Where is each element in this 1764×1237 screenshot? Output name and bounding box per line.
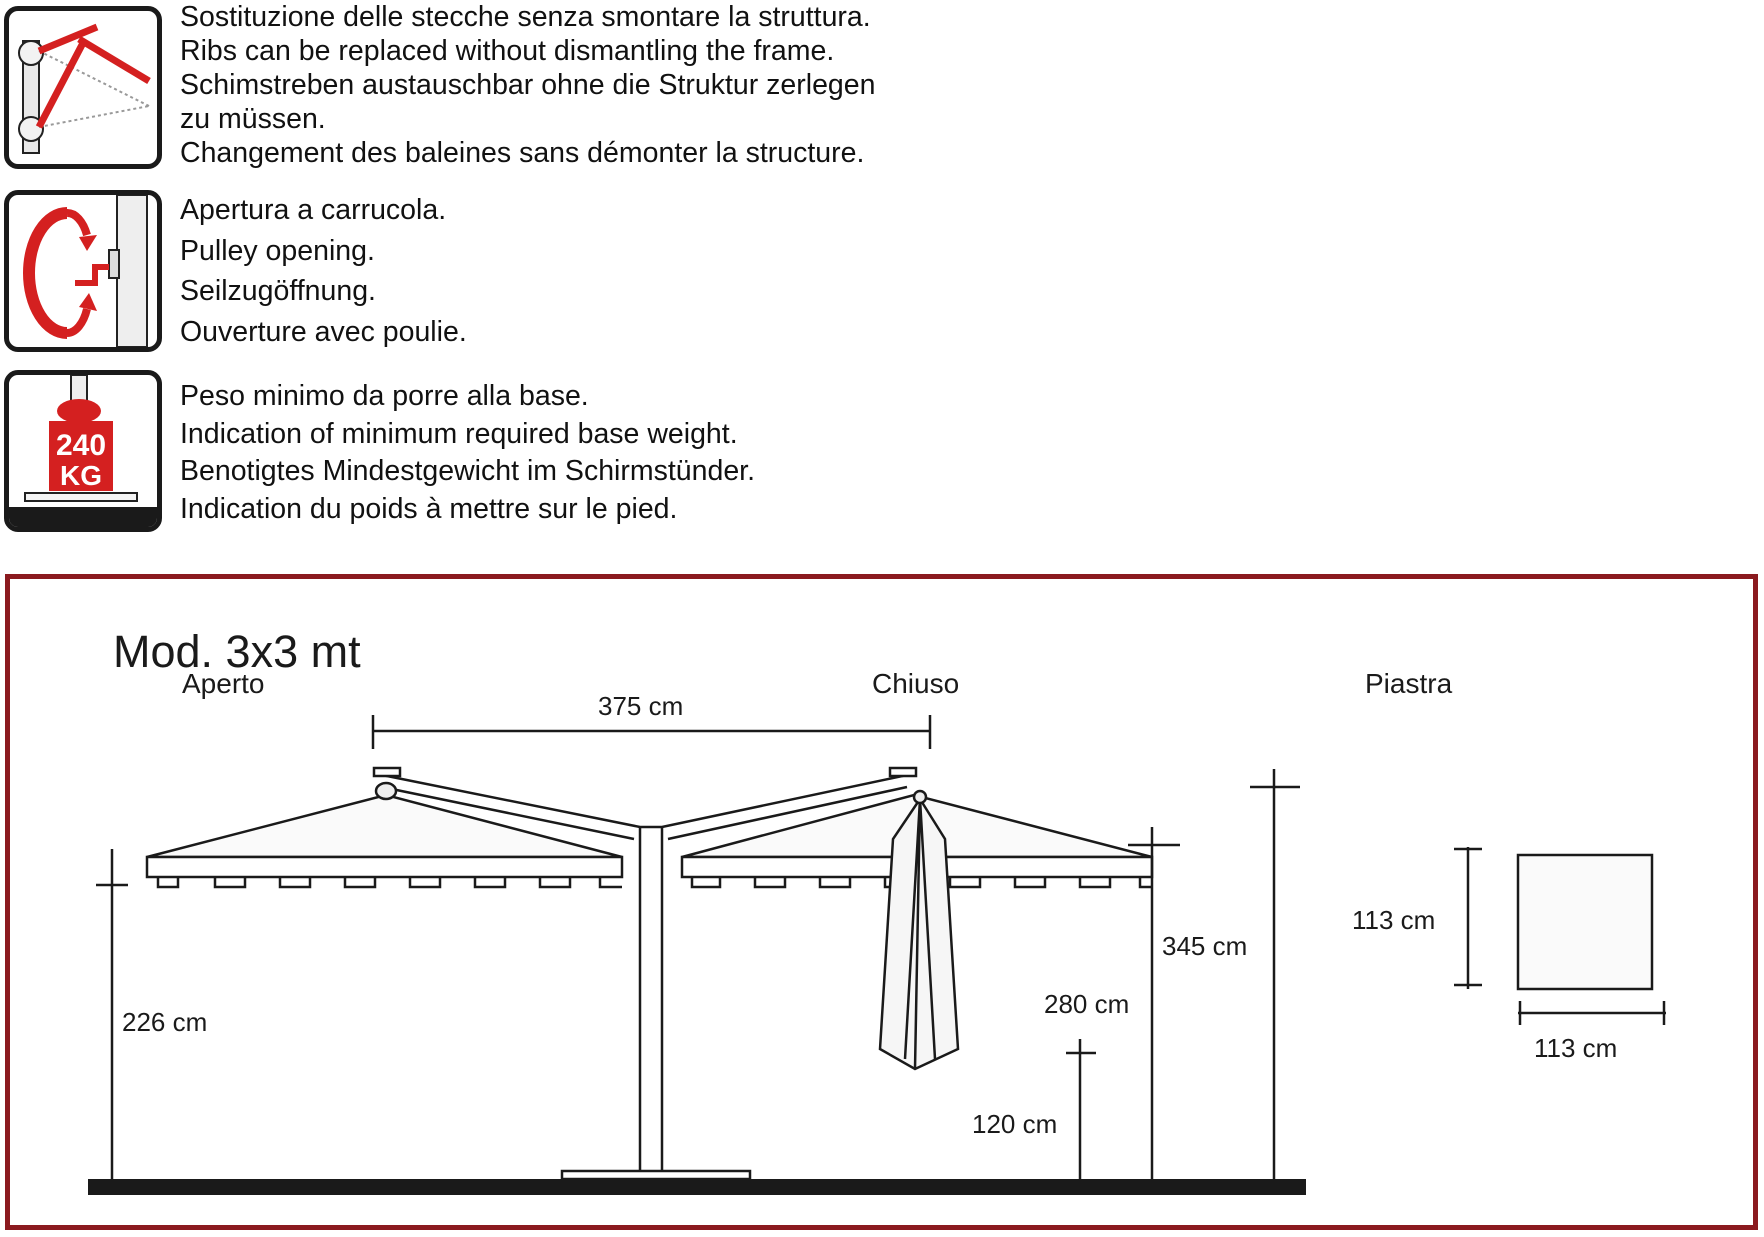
feature-weight-text <box>180 378 755 528</box>
feature-pulley-text <box>180 190 467 352</box>
weight-icon-unit: KG <box>60 460 102 491</box>
pulley-icon <box>4 190 162 352</box>
feature-line: Indication du poids à mettre sur le pied. <box>180 492 678 525</box>
feature-line: Ouverture avec poulie. <box>180 315 467 348</box>
diagram-title: Mod. 3x3 mt <box>113 626 361 677</box>
feature-line: Sostituzione delle stecche senza smontare la struttura. <box>180 1 871 33</box>
label-open: Aperto <box>182 668 265 699</box>
dimension-diagram <box>5 574 1758 1230</box>
weight-icon-number: 240 <box>55 429 107 462</box>
feature-rib-text <box>180 0 875 170</box>
feature-line: Peso minimo da porre alla base. <box>180 380 589 412</box>
left-canopy <box>147 795 622 857</box>
feature-line: Benotigtes Mindestgewicht im Schirmstünder. <box>180 455 756 487</box>
base-plate <box>562 1171 750 1179</box>
dim-base-label: 120 cm <box>972 1109 1058 1139</box>
weight-icon <box>4 370 162 532</box>
feature-line: Indication of minimum required base weight. <box>180 417 738 450</box>
ground-line <box>88 1179 1306 1195</box>
dim-width-label: 375 cm <box>598 691 684 721</box>
dim-open-height-label: 226 cm <box>122 1007 208 1037</box>
dim-total-height-label: 345 cm <box>1162 931 1248 961</box>
feature-line: Pulley opening. <box>180 234 375 267</box>
feature-line: Schimstreben austauschbar ohne die Struktur zerlegen <box>180 69 876 101</box>
feature-line: Seilzugöffnung. <box>180 275 376 307</box>
feature-line: zu müssen. <box>180 103 326 135</box>
feature-line: Changement des baleines sans démonter la structure. <box>180 137 865 169</box>
plate-width-label: 113 cm <box>1534 1033 1618 1063</box>
label-plate: Piastra <box>1365 668 1453 699</box>
plate-square <box>1518 855 1652 989</box>
rib-replacement-icon <box>4 6 162 169</box>
feature-line: Ribs can be replaced without dismantling the frame. <box>180 35 835 67</box>
feature-line: Apertura a carrucola. <box>180 194 447 226</box>
label-closed: Chiuso <box>872 668 960 699</box>
dim-closed-height-label: 280 cm <box>1044 989 1130 1019</box>
plate-height-label: 113 cm <box>1352 905 1436 935</box>
diagram-drawing <box>10 579 1753 1225</box>
